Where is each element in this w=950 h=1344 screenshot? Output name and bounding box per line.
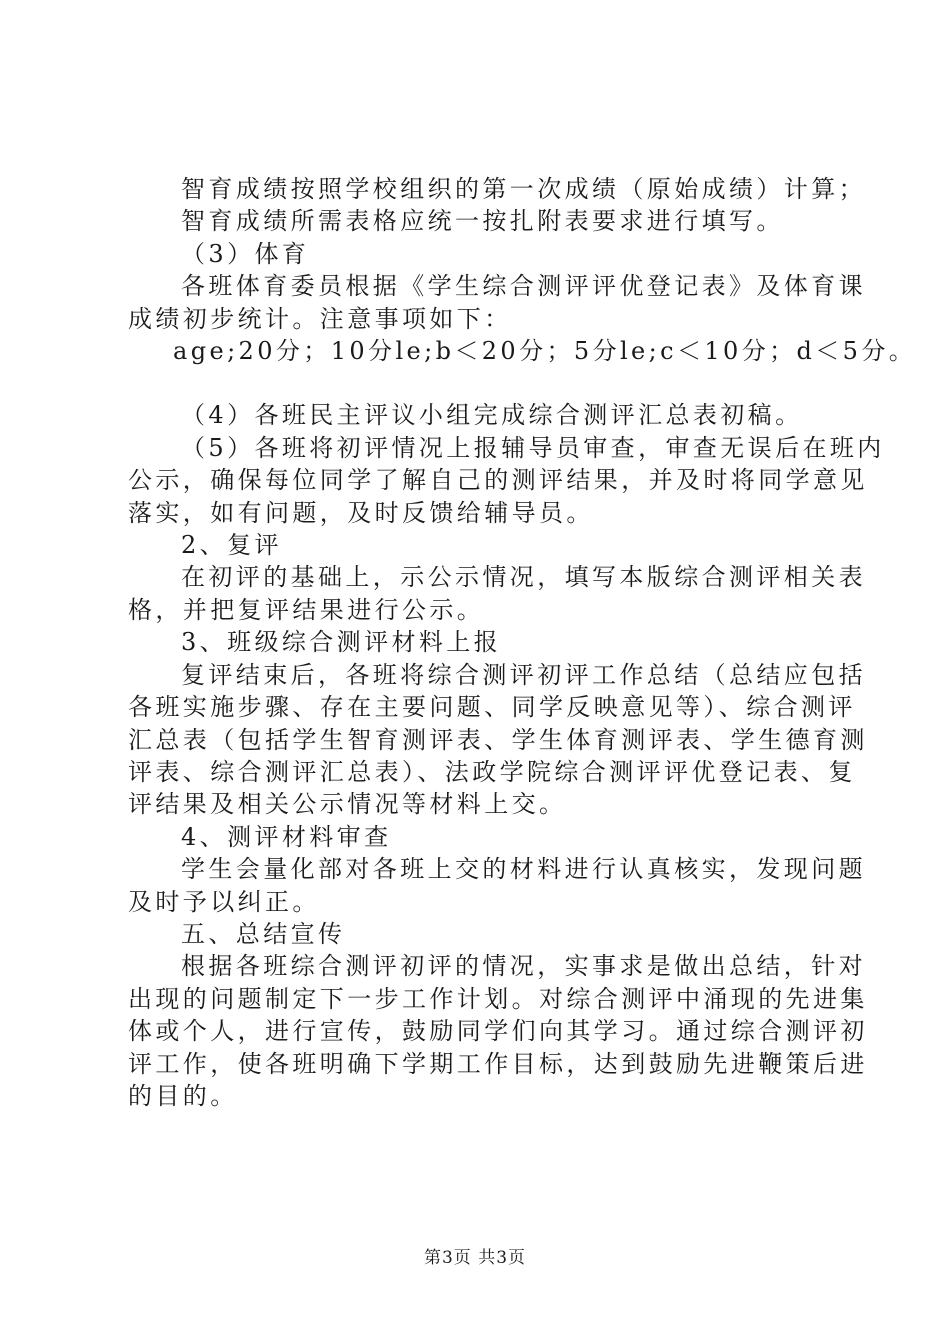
paragraph-line: 的目的。 [128, 1081, 238, 1110]
section-heading: （3）体育 [181, 239, 310, 268]
paragraph-line: 各班实施步骤、存在主要问题、同学反映意见等）、综合测评 [128, 693, 856, 722]
paragraph-line: 复评结束后，各班将综合测评初评工作总结（总结应包括 [181, 660, 866, 689]
paragraph-line: （4）各班民主评议小组完成综合测评汇总表初稿。 [181, 401, 803, 430]
section-heading: 4、测评材料审查 [181, 822, 392, 851]
paragraph-line: 汇总表（包括学生智育测评表、学生体育测评表、学生德育测 [128, 725, 868, 754]
paragraph-line: 在初评的基础上，示公示情况，填写本版综合测评相关表 [181, 563, 866, 592]
paragraph-line: 根据各班综合测评初评的情况，实事求是做出总结，针对 [181, 952, 866, 981]
paragraph-line: 及时予以纠正。 [128, 887, 320, 916]
page-number-footer: 第3页 共3页 [423, 1248, 527, 1268]
document-body [128, 173, 917, 1112]
grading-criteria-line: age;20分；10分le;b＜20分；5分le;c＜10分；d＜5分。 [173, 337, 917, 366]
paragraph-line: 格，并把复评结果进行公示。 [128, 595, 485, 624]
paragraph-line: 评表、综合测评汇总表）、法政学院综合测评评优登记表、复 [128, 757, 856, 786]
paragraph-line: 公示，确保每位同学了解自己的测评结果，并及时将同学意见 [128, 466, 868, 495]
paragraph-line: 智育成绩所需表格应统一按扎附表要求进行填写。 [181, 207, 784, 236]
paragraph-line: 评工作，使各班明确下学期工作目标，达到鼓励先进鞭策后进 [128, 1049, 868, 1078]
paragraph-line: 体或个人，进行宣传，鼓励同学们向其学习。通过综合测评初 [128, 1017, 868, 1046]
blank-line [128, 367, 843, 399]
section-heading: 3、班级综合测评材料上报 [181, 628, 502, 657]
section-heading: 五、总结宣传 [181, 919, 346, 948]
paragraph-line: 智育成绩按照学校组织的第一次成绩（原始成绩）计算； [181, 175, 866, 203]
paragraph-line: 学生会量化部对各班上交的材料进行认真核实，发现问题 [181, 855, 866, 884]
paragraph-line: 出现的问题制定下一步工作计划。对综合测评中涌现的先进集 [128, 984, 868, 1013]
paragraph-line: 各班体育委员根据《学生综合测评评优登记表》及体育课 [181, 272, 866, 301]
paragraph-line: （5）各班将初评情况上报辅导员审查，审查无误后在班内 [181, 433, 885, 462]
paragraph-line: 评结果及相关公示情况等材料上交。 [128, 790, 567, 819]
paragraph-line: 落实，如有问题，及时反馈给辅导员。 [128, 498, 594, 527]
paragraph-line: 成绩初步统计。注意事项如下： [128, 304, 512, 333]
section-heading: 2、复评 [181, 531, 282, 560]
